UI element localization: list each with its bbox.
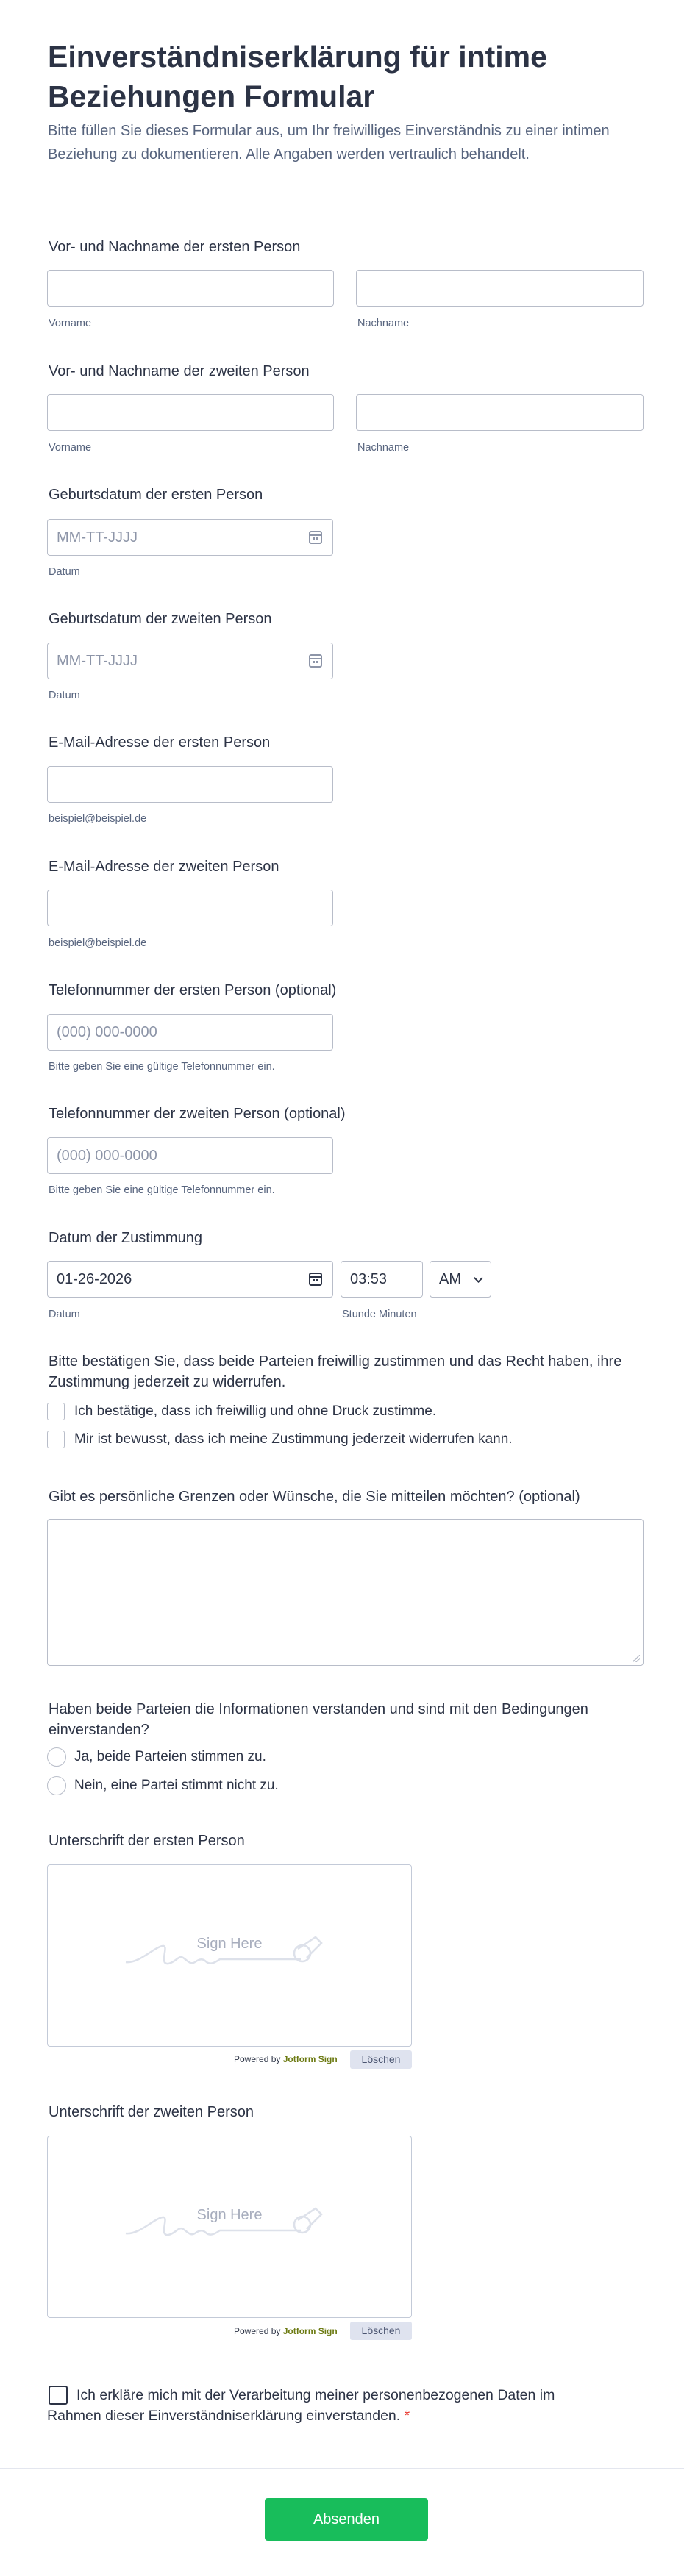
phone2-placeholder: (000) 000-0000 — [57, 1148, 157, 1164]
name2-label: Vor- und Nachname der zweiten Person — [49, 363, 310, 379]
sig2-label: Unterschrift der zweiten Person — [49, 2104, 254, 2120]
clear-signature-second-button[interactable]: Löschen — [350, 2322, 412, 2340]
lastname-sublabel: Nachname — [357, 442, 410, 454]
powered-by-text — [234, 2326, 338, 2336]
email1-label: E-Mail-Adresse der ersten Person — [49, 734, 271, 751]
lastname-sublabel: Nachname — [357, 318, 410, 329]
phone1-input[interactable] — [47, 1014, 333, 1051]
confirm-option-voluntary[interactable]: Ich bestätige, dass ich freiwillig und ohne Druck zustimme. — [74, 1403, 437, 1419]
signature-pad-second[interactable] — [47, 2136, 412, 2318]
signature-scribble-icon — [124, 1933, 345, 1977]
calendar-icon[interactable] — [309, 654, 322, 668]
consent-date-value: 01-26-2026 — [57, 1271, 132, 1287]
powered-by-text — [234, 2054, 338, 2064]
phone2-input[interactable] — [47, 1137, 333, 1174]
privacy-text: Ich erkläre mich mit der Verarbeitung meiner personenbezogenen Daten im Rahmen dieser Einverständniserklärung einverstanden. — [47, 2387, 555, 2424]
form-header — [0, 0, 684, 204]
jotform-sign-brand: Jotform Sign — [282, 2054, 338, 2064]
boundaries-textarea[interactable] — [47, 1519, 644, 1666]
signature-scribble-icon — [124, 2204, 345, 2248]
dob1-label: Geburtsdatum der ersten Person — [49, 487, 263, 503]
confirm-label: Bitte bestätigen Sie, dass beide Parteien freiwillig zustimmen und das Recht haben, ihre Zustimmung jederzeit zu widerrufen. — [49, 1353, 622, 1390]
dob2-placeholder: MM-TT-JJJJ — [57, 653, 138, 669]
understood-option-no[interactable]: Nein, eine Partei stimmt nicht zu. — [74, 1778, 279, 1793]
consent-time-value: 03:53 — [350, 1271, 388, 1287]
submit-button[interactable]: Absenden — [265, 2498, 428, 2541]
firstname-sublabel: Vorname — [49, 442, 92, 454]
chevron-down-icon — [474, 1273, 483, 1283]
understood-radio-no[interactable] — [47, 1776, 66, 1795]
understood-label: Haben beide Parteien die Informationen verstanden und sind mit den Bedingungen einverstanden? — [49, 1701, 588, 1738]
ampm-select[interactable] — [430, 1261, 491, 1298]
second-person-firstname-input[interactable] — [47, 394, 334, 431]
footer-divider — [0, 2468, 684, 2469]
clear-signature-first-button[interactable]: Löschen — [350, 2050, 412, 2069]
email2-sublabel: beispiel@beispiel.de — [49, 937, 147, 949]
dob1-sublabel: Datum — [49, 566, 80, 578]
phone2-sublabel: Bitte geben Sie eine gültige Telefonnummer ein. — [49, 1184, 275, 1196]
understood-option-yes[interactable]: Ja, beide Parteien stimmen zu. — [74, 1749, 266, 1764]
email2-input[interactable] — [47, 890, 333, 926]
email1-input[interactable] — [47, 766, 333, 803]
resize-grip-icon[interactable] — [633, 1655, 640, 1662]
signature-pad-first[interactable] — [47, 1864, 412, 2047]
confirm-option-revoke[interactable]: Mir ist bewusst, dass ich meine Zustimmung jederzeit widerrufen kann. — [74, 1431, 513, 1447]
consent-date-label: Datum der Zustimmung — [49, 1230, 202, 1246]
name1-label: Vor- und Nachname der ersten Person — [49, 239, 301, 255]
consent-date-sublabel: Datum — [49, 1309, 80, 1320]
sign-here-text: Sign Here — [196, 1936, 263, 1952]
powered-prefix: Powered by — [234, 2326, 281, 2336]
privacy-label[interactable] — [47, 2385, 591, 2426]
consent-time-input[interactable] — [341, 1261, 423, 1298]
confirm-checkbox-revoke[interactable] — [47, 1431, 65, 1448]
calendar-icon[interactable] — [309, 1273, 322, 1286]
form-title: Einverständniserklärung für intime Beziehungen Formular — [48, 40, 547, 113]
consent-time-sublabel: Stunde Minuten — [342, 1309, 417, 1320]
jotform-sign-brand: Jotform Sign — [282, 2326, 338, 2336]
dob2-label: Geburtsdatum der zweiten Person — [49, 611, 272, 627]
phone2-label: Telefonnummer der zweiten Person (optional) — [49, 1106, 346, 1122]
dob2-sublabel: Datum — [49, 690, 80, 701]
confirm-checkbox-voluntary[interactable] — [47, 1403, 65, 1420]
phone1-placeholder: (000) 000-0000 — [57, 1024, 157, 1040]
ampm-value: AM — [439, 1271, 461, 1287]
first-person-lastname-input[interactable] — [356, 270, 644, 307]
dob1-input[interactable] — [47, 519, 333, 556]
form-subtitle: Bitte füllen Sie dieses Formular aus, um Ihr freiwilliges Einverständnis zu einer intimen Beziehung zu dokumentieren. Alle Angaben werden vertraulich behandelt. — [48, 123, 610, 162]
consent-date-input[interactable] — [47, 1261, 333, 1298]
required-asterisk: * — [404, 2408, 410, 2424]
sig1-label: Unterschrift der ersten Person — [49, 1833, 245, 1849]
understood-radio-yes[interactable] — [47, 1747, 66, 1767]
first-person-firstname-input[interactable] — [47, 270, 334, 307]
second-person-lastname-input[interactable] — [356, 394, 644, 431]
phone1-label: Telefonnummer der ersten Person (optional) — [49, 982, 337, 998]
dob1-placeholder: MM-TT-JJJJ — [57, 529, 138, 545]
sign-here-text: Sign Here — [196, 2207, 263, 2223]
boundaries-label: Gibt es persönliche Grenzen oder Wünsche, die Sie mitteilen möchten? (optional) — [49, 1489, 580, 1505]
phone1-sublabel: Bitte geben Sie eine gültige Telefonnummer ein. — [49, 1061, 275, 1073]
firstname-sublabel: Vorname — [49, 318, 92, 329]
dob2-input[interactable] — [47, 643, 333, 679]
calendar-icon[interactable] — [309, 531, 322, 544]
powered-prefix: Powered by — [234, 2054, 281, 2064]
email1-sublabel: beispiel@beispiel.de — [49, 813, 147, 825]
email2-label: E-Mail-Adresse der zweiten Person — [49, 859, 279, 875]
